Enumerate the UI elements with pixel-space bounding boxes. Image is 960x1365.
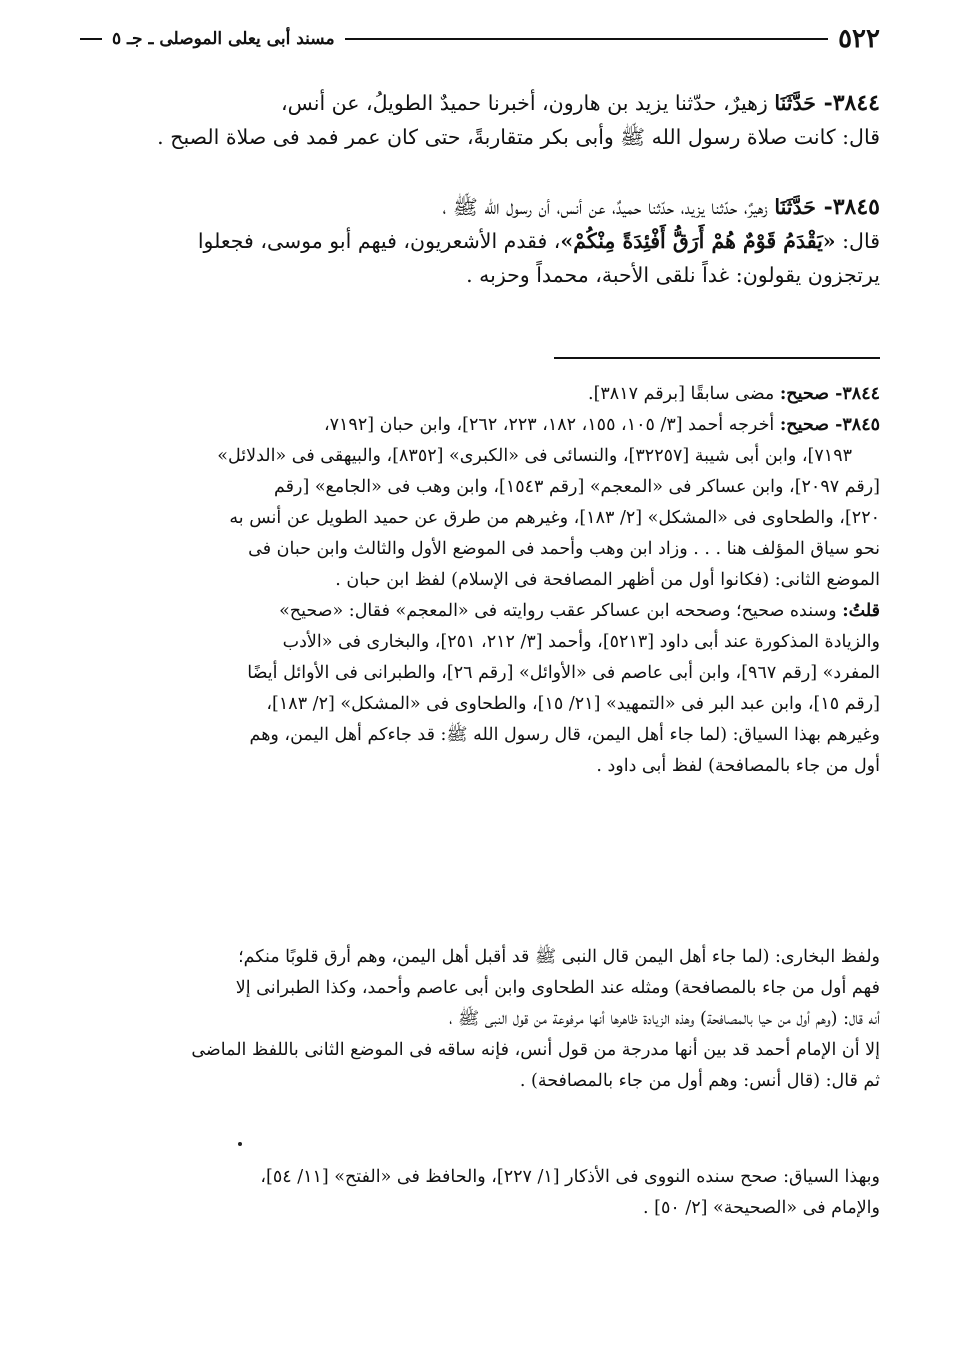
hadith-3845-line-3: يرتجزون يقولون: غداً نلقى الأحبة، محمداً وحزبه . xyxy=(466,263,880,287)
running-title: مسند أبى يعلى الموصلى ـ جـ ٥ xyxy=(112,29,335,49)
note-3845-line-1 xyxy=(78,410,880,441)
note-text: وسنده صحيح؛ وصححه ابن عساكر عقب روايته فى «المعجم» فقال: «صحيح» xyxy=(279,601,843,621)
hadith-text: قال: xyxy=(835,229,880,253)
note-3845-line-6: الموضع الثانى: (فكانوا أول من أظهر المصافحة فى الإسلام) لفظ ابن حبان . xyxy=(335,570,880,590)
final-line-2: والإمام فى «الصحيحة» [٢/ ٥٠] . xyxy=(643,1198,880,1218)
note-text: أخرجه أحمد [٣/ ١٠٥، ١٥٥، ١٨٢، ٢٢٣، ٢٦٢]، وابن حبان [٧١٩٢، xyxy=(323,415,780,435)
qult-line-3: المفرد» [رقم ٩٦٧]، وابن أبى عاصم فى «الأوائل» [رقم ٢٦]، والطبرانى فى الأوائل أيضًا xyxy=(247,663,880,683)
header-rule-right xyxy=(80,38,102,40)
final-line-1: وبهذا السياق: صحح سنده النووى فى الأذكار [١/ ٢٢٧]، والحافظ فى «الفتح» [١١/ ٥٤]، xyxy=(260,1167,880,1187)
bukhari-line-5: ثم قال: (قال أنس: وهم أول من جاء بالمصافحة) . xyxy=(519,1071,880,1091)
prophetic-quote: «يَقْدَمُ قَوْمٌ هُمْ أَرَقُّ أَفْئِدَةً مِنْكُمْ» xyxy=(560,229,836,253)
qult-line-2: والزيادة المذكورة عند أبى داود [٥٢١٣]، وأحمد [٣/ ٢١٢، ٢٥١]، والبخارى فى «الأدب xyxy=(282,632,880,652)
qult-line-5: وغيرهم بهذا السياق: (لما جاء أهل اليمن، قال رسول الله ﷺ: قد جاءكم أهل اليمن، وهم xyxy=(249,725,880,745)
hadith-3845-line-1 xyxy=(80,190,880,224)
hadith-number: ٣٨٤٥- xyxy=(815,194,880,220)
note-3845-line-3: [رقم ٢٠٩٧]، وابن عساكر فى «المعجم» [رقم ١٥٤٣]، وابن وهب فى «الجامع» [رقم xyxy=(274,477,880,497)
bukhari-line-2: فهم أول من جاء بالمصافحة) ومثله عند الطحاوى وابن أبى عاصم وأحمد، وكذا الطبرانى إلا xyxy=(235,978,880,998)
qult-line-1 xyxy=(78,596,880,627)
bukhari-line-1: ولفظ البخارى: (لما جاء أهل اليمن قال النبى ﷺ قد أقبل أهل اليمن، وهم أرق قلوبًا منكم؛ xyxy=(238,947,880,967)
note-label: ٣٨٤٤- صحيح: xyxy=(779,384,880,404)
hadith-3844-line-1 xyxy=(80,86,880,120)
qult-label: قلتُ: xyxy=(842,601,880,621)
note-text: مضى سابقًا [برقم ٣٨١٧]. xyxy=(588,384,780,404)
hadith-text: زهيرٌ، حدّثنا يزيد، حدّثنا حميدٌ، عن أنس، أن رسول الله ﷺ ، xyxy=(442,195,775,219)
hadith-text: زهيرٌ، حدّثنا يزيد بن هارون، أخبرنا حميدٌ الطويلُ، عن أنس، xyxy=(281,91,775,115)
bukhari-line-3: أنه قال: (وهم أول من حيا بالمصافحة) وهذه الزيادة ظاهرها أنها مرفوعة من قول النبى ﷺ ، xyxy=(449,1009,880,1029)
hadith-text: ، فقدم الأشعريون، فيهم أبو موسى، فجعلوا xyxy=(197,229,561,253)
qult-line-6: أول من جاء بالمصافحة) لفظ أبى داود . xyxy=(596,756,880,776)
hadith-3845-line-2 xyxy=(80,224,880,258)
footnotes xyxy=(78,379,880,782)
haddathana-word: حَدَّثَنَا xyxy=(774,195,816,219)
header-rule-left xyxy=(345,38,829,40)
footnote-separator xyxy=(554,357,880,359)
bukhari-paragraph xyxy=(78,942,880,1097)
note-3845-line-2: ٧١٩٣]، وابن أبى شيبة [٣٢٢٥٧]، والنسائى فى «الكبرى» [٨٣٥٢]، والبيهقى فى «الدلائل» xyxy=(217,446,852,466)
hadith-3844-line-2: قال: كانت صلاة رسول الله ﷺ وأبى بكر متقاربةً، حتى كان عمر فمد فى صلاة الصبح . xyxy=(157,125,880,149)
qult-line-4: [رقم ١٥]، وابن عبد البر فى «التمهيد» [٢١/ ١٥]، والطحاوى فى «المشكل» [٢/ ١٨٣]، xyxy=(266,694,880,714)
print-speck xyxy=(238,1142,242,1146)
note-3845-line-4: ٢٢٠]، والطحاوى فى «المشكل» [٢/ ١٨٣]، وغيرهم من طرق عن حميد الطويل عن أنس به xyxy=(229,508,880,528)
page-header xyxy=(80,22,880,56)
hadith-3844 xyxy=(80,86,880,154)
note-3844 xyxy=(78,379,880,410)
haddathana-word: حَدَّثَنَا xyxy=(774,91,816,115)
note-3845-line-5: نحو سياق المؤلف هنا . . . وزاد ابن وهب وأحمد فى الموضع الأول والثالث وابن حبان فى xyxy=(248,539,880,559)
final-paragraph xyxy=(78,1162,880,1224)
bukhari-line-4: إلا أن الإمام أحمد قد بين أنها مدرجة من قول أنس، فإنه ساقه فى الموضع الثانى باللفظ الماضى xyxy=(191,1040,880,1060)
page-number: ٥٢٢ xyxy=(838,24,880,54)
note-label: ٣٨٤٥- صحيح: xyxy=(779,415,880,435)
hadith-3845 xyxy=(80,190,880,292)
hadith-number: ٣٨٤٤- xyxy=(815,90,880,116)
